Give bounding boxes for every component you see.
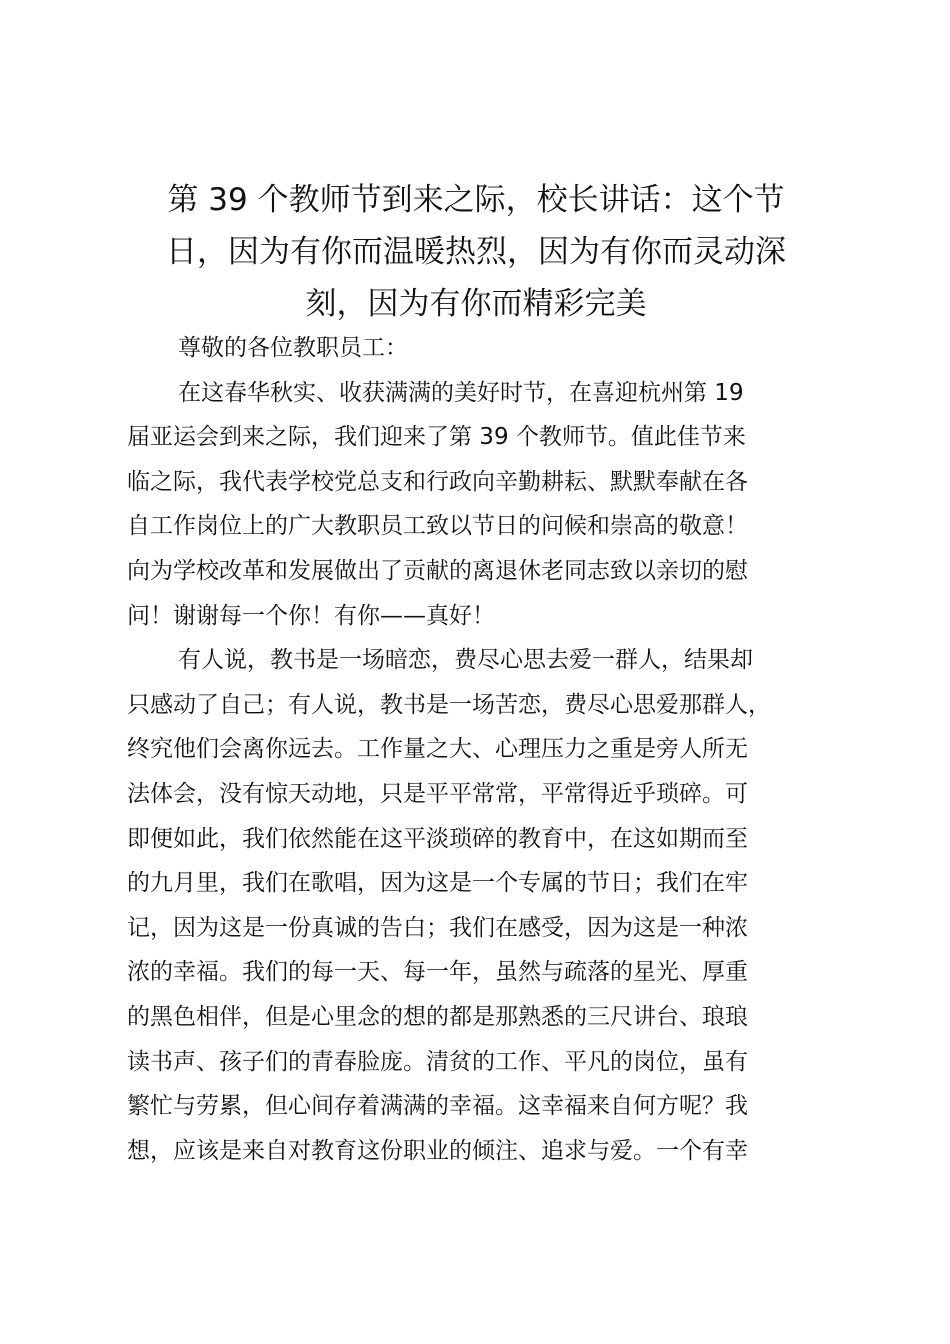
paragraph-1-line: 向为学校改革和发展做出了贡献的离退休老同志致以亲切的慰 (127, 557, 748, 584)
paragraph-1-line: 问！谢谢每一个你！有你——真好！ (127, 602, 495, 629)
title-line: 刻，因为有你而精彩完美 (305, 286, 647, 322)
title-line: 第 39 个教师节到来之际，校长讲话：这个节 (167, 182, 785, 218)
salutation: 尊敬的各位教职员工： (178, 335, 408, 361)
paragraph-2-line: 即便如此，我们依然能在这平淡琐碎的教育中，在这如期而至 (127, 825, 748, 852)
paragraph-2-line: 想，应该是来自对教育这份职业的倾注、追求与爱。一个有幸 (127, 1137, 748, 1164)
paragraph-2-line: 的九月里，我们在歌唱，因为这是一个专属的节日；我们在牢 (127, 870, 748, 897)
paragraph-2-line: 终究他们会离你远去。工作量之大、心理压力之重是旁人所无 (127, 736, 748, 763)
paragraph-2-line: 浓的幸福。我们的每一天、每一年，虽然与疏落的星光、厚重 (127, 959, 748, 986)
paragraph-2-line: 有人说，教书是一场暗恋，费尽心思去爱一群人，结果却 (178, 647, 753, 674)
paragraph-1-line: 临之际，我代表学校党总支和行政向辛勤耕耘、默默奉献在各 (127, 468, 748, 495)
paragraph-2-line: 只感动了自己；有人说，教书是一场苦恋，费尽心思爱那群人， (127, 691, 771, 718)
paragraph-1-line: 届亚运会到来之际，我们迎来了第 39 个教师节。值此佳节来 (127, 424, 746, 451)
paragraph-2-line: 的黑色相伴，但是心里念的想的都是那熟悉的三尺讲台、琅琅 (127, 1003, 748, 1030)
paragraph-1-line: 自工作岗位上的广大教职员工致以节日的问候和崇高的敬意！ (127, 513, 748, 540)
title-line: 日，因为有你而温暖热烈，因为有你而灵动深 (166, 234, 786, 270)
document-title (120, 174, 832, 330)
paragraph-2-line: 法体会，没有惊天动地，只是平平常常，平常得近乎琐碎。可 (127, 780, 748, 807)
paragraph-2-line: 繁忙与劳累，但心间存着满满的幸福。这幸福来自何方呢？我 (127, 1093, 748, 1120)
paragraph-2-line: 记，因为这是一份真诚的告白；我们在感受，因为这是一种浓 (127, 914, 748, 941)
document-body (127, 326, 837, 1173)
paragraph-2-line: 读书声、孩子们的青春脸庞。清贫的工作、平凡的岗位，虽有 (127, 1048, 748, 1075)
paragraph-1-line: 在这春华秋实、收获满满的美好时节，在喜迎杭州第 19 (178, 379, 744, 406)
